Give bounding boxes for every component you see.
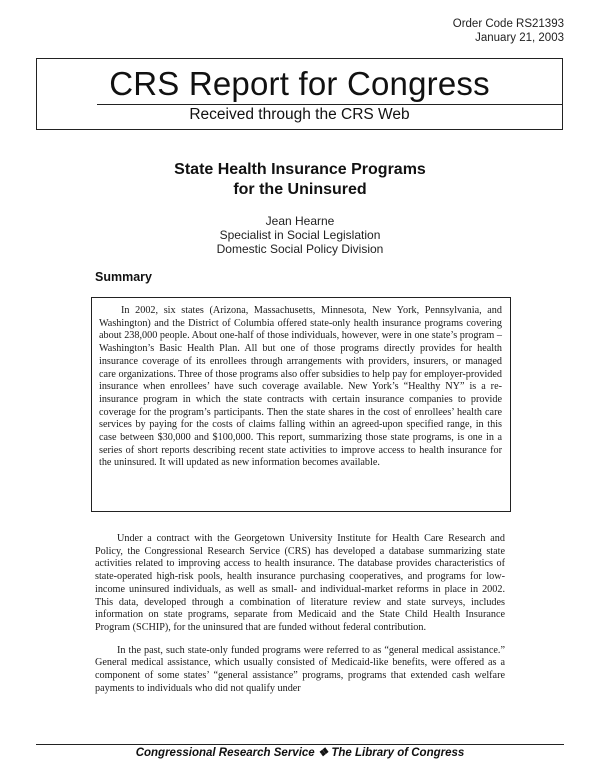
author-division: Domestic Social Policy Division — [216, 242, 384, 256]
banner-title: CRS Report for Congress — [109, 65, 490, 102]
body-paragraph-2: In the past, such state-only funded programs were referred to as “general medical assistance.” General medical assistance, which usually consisted of Medicaid-like benefits, were offered as a component of some states’ “general assistance” programs, programs that extended cash welfare payments to individuals who did not qualify under — [95, 644, 505, 694]
report-date: January 21, 2003 — [475, 32, 564, 44]
order-code: Order Code RS21393 — [452, 18, 564, 30]
body-text — [95, 533, 505, 705]
author-block — [0, 214, 600, 256]
crs-banner — [36, 58, 563, 130]
body-paragraph-1: Under a contract with the Georgetown University Institute for Health Care Research and Policy, the Congressional Research Service (CRS) has developed a database summarizing state activities related to improving access to health insurance. The database provides characteristics of state-operated high-risk pools, health insurance purchasing cooperatives, and programs for low-income uninsured individuals, as well as small- and individual-market reforms in place in 2002. This data, developed through a combination of literature review and state surveys, includes information on state programs, separate from Medicaid and the State Child Health Insurance Program (SCHIP), for the uninsured that are funded without federal contribution. — [95, 533, 505, 633]
footer-divider — [36, 744, 564, 745]
summary-heading: Summary — [95, 270, 152, 284]
banner-subtitle: Received through the CRS Web — [189, 106, 410, 123]
author-position: Specialist in Social Legislation — [219, 228, 381, 242]
order-info — [453, 17, 564, 45]
report-title — [0, 160, 600, 200]
report-title-line-1: State Health Insurance Programs — [174, 161, 426, 178]
footer-text: Congressional Research Service ❖ The Library of Congress — [135, 747, 465, 759]
author-name: Jean Hearne — [265, 214, 335, 228]
report-title-line-2: for the Uninsured — [233, 181, 367, 198]
summary-box — [91, 297, 511, 512]
summary-text: In 2002, six states (Arizona, Massachusetts, Minnesota, New York, Pennsylvania, and Washington) and the District of Columbia offered state-only health insurance programs covering about 238,000 people. About one-half of those individuals, however, were in one state’s program – Washington’s Basic Health Plan. All but one of those programs directly provides for health insurance coverage of its enrollees through arrangements with providers, insurers, or managed care organizations. Three of those programs also offer subsidies to help pay for employer-provided insurance when enrollees’ have such coverage available. New York’s “Healthy NY” is a re-insurance program in which the state contracts with certain insurance companies to provide coverage for the program’s participants. Then the state shares in the cost of enrollees’ health care services by paying for the costs of claims falling within an agreed-upon specified range, in this case between $30,000 and $100,000. This report, summarizing those state programs, is one in a series of short reports describing recent state activities to improve access to health insurance for the uninsured. It will updated as new information becomes available. — [99, 305, 502, 469]
